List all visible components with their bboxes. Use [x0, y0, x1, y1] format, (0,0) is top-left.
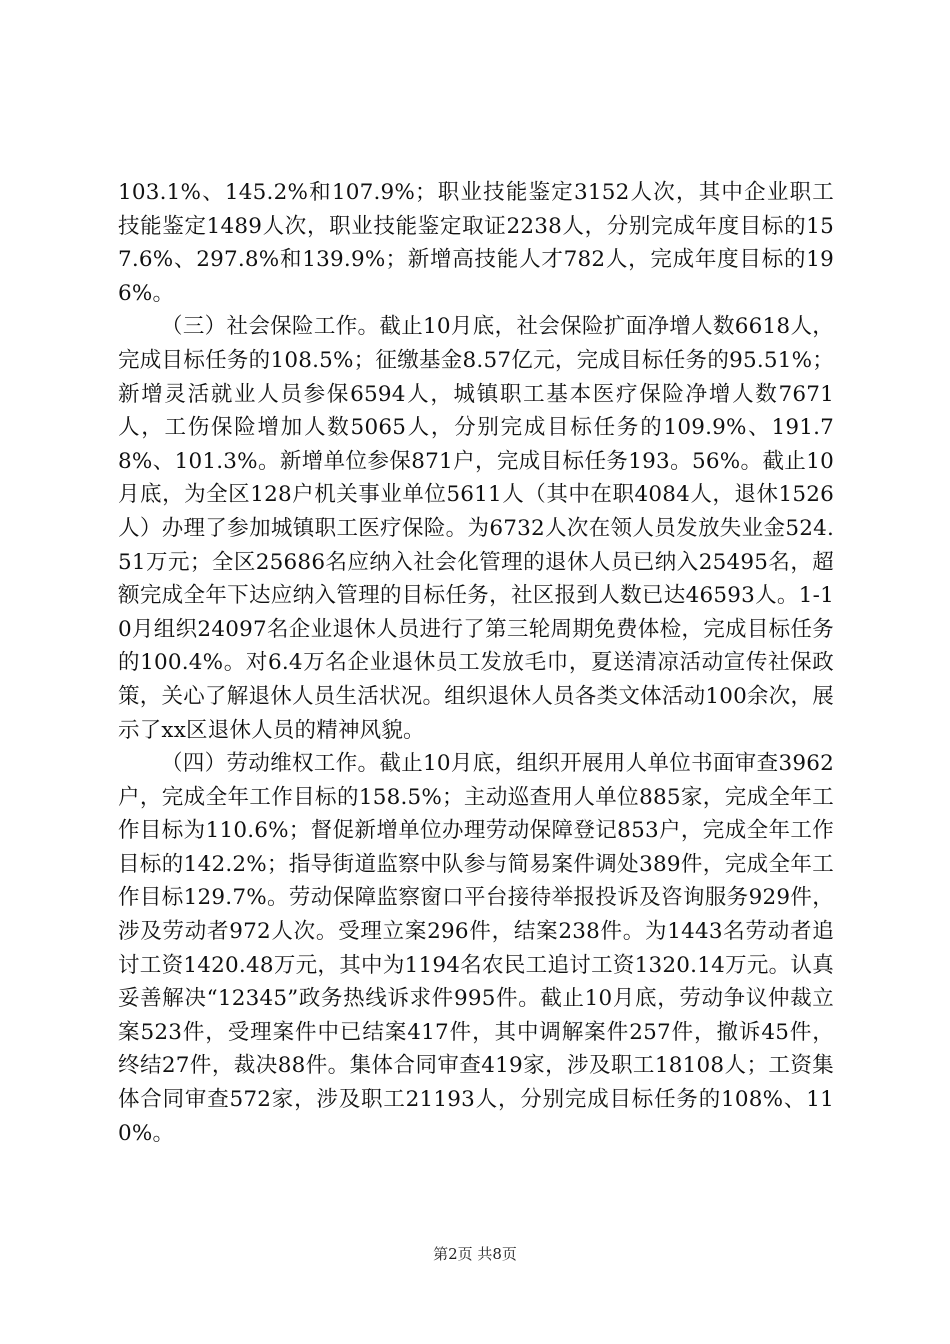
document-body: [118, 176, 834, 1150]
paragraph-social-insurance: （三）社会保险工作。截止10月底，社会保险扩面净增人数6618人，完成目标任务的108.5%；征缴基金8.57亿元，完成目标任务的95.51%；新增灵活就业人员参保6594人，城镇职工基本医疗保险净增人数7671人，工伤保险增加人数5065人，分别完成目标任务的109.9%、191.78%、101.3%。新增单位参保871户，完成目标任务193。56%。截止10月底，为全区128户机关事业单位5611人（其中在职4084人，退休1526人）办理了参加城镇职工医疗保险。为6732人次在领人员发放失业金524.51万元；全区25686名应纳入社会化管理的退休人员已纳入25495名，超额完成全年下达应纳入管理的目标任务，社区报到人数已达46593人。1-10月组织24097名企业退休人员进行了第三轮周期免费体检，完成目标任务的100.4%。对6.4万名企业退休员工发放毛巾，夏送清凉活动宣传社保政策，关心了解退休人员生活状况。组织退休人员各类文体活动100余次，展示了xx区退休人员的精神风貌。: [118, 314, 834, 743]
paragraph-labor-rights: （四）劳动维权工作。截止10月底，组织开展用人单位书面审查3962户，完成全年工作目标的158.5%；主动巡查用人单位885家，完成全年工作目标为110.6%；督促新增单位办理劳动保障登记853户，完成全年工作目标的142.2%；指导街道监察中队参与简易案件调处389件，完成全年工作目标129.7%。劳动保障监察窗口平台接待举报投诉及咨询服务929件，涉及劳动者972人次。受理立案296件，结案238件。为1443名劳动者追讨工资1420.48万元，其中为1194名农民工追讨工资1320.14万元。认真妥善解决“12345”政务热线诉求件995件。截止10月底，劳动争议仲裁立案523件，受理案件中已结案417件，其中调解案件257件，撤诉45件，终结27件，裁决88件。集体合同审查419家，涉及职工18108人；工资集体合同审查572家，涉及职工21193人，分别完成目标任务的108%、110%。: [118, 751, 834, 1146]
page-footer: 第2页 共8页: [433, 1245, 517, 1263]
paragraph-continuation: 103.1%、145.2%和107.9%；职业技能鉴定3152人次，其中企业职工技能鉴定1489人次，职业技能鉴定取证2238人，分别完成年度目标的157.6%、297.8%和139.9%；新增高技能人才782人，完成年度目标的196%。: [118, 180, 834, 306]
